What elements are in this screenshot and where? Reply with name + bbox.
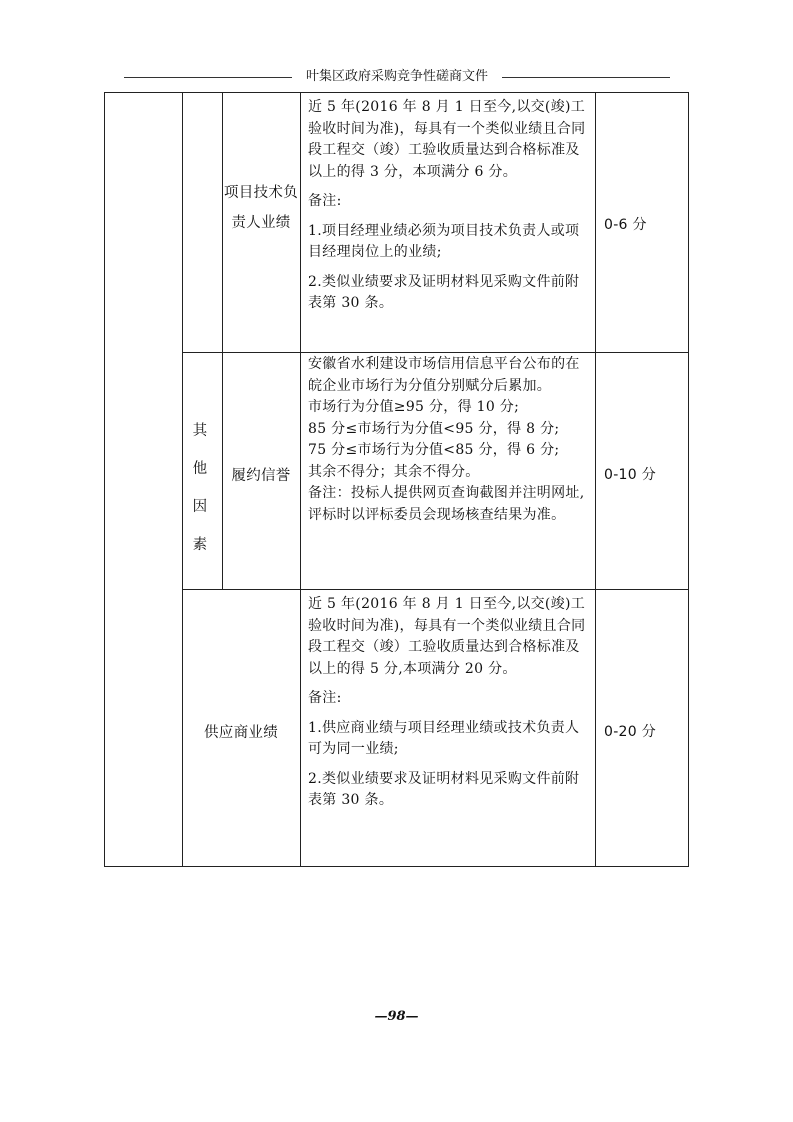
description-paragraph: 1.供应商业绩与项目经理业绩或技术负责人可为同一业绩; (308, 719, 580, 757)
table-column-divider (300, 92, 301, 867)
table-border-bottom (104, 866, 689, 867)
table-border-top (104, 92, 689, 93)
table-border-right (688, 92, 689, 867)
row-description (308, 594, 592, 812)
description-paragraph: 85 分≤市场行为分值<95 分，得 8 分; (308, 420, 560, 437)
description-paragraph: 75 分≤市场行为分值<85 分，得 6 分; (308, 442, 560, 458)
table-row-divider (182, 589, 689, 590)
description-paragraph: 其余不得分；其余不得分。 (308, 463, 480, 480)
table-row-divider (182, 352, 689, 353)
description-paragraph: 备注: (308, 690, 342, 706)
description-paragraph: 2.类似业绩要求及证明材料见采购文件前附表第 30 条。 (308, 273, 580, 311)
description-paragraph: 2.类似业绩要求及证明材料见采购文件前附表第 30 条。 (308, 770, 580, 808)
description-paragraph: 市场行为分值≥95 分，得 10 分; (308, 399, 520, 415)
header-title: 叶集区政府采购竞争性磋商文件 (305, 69, 488, 84)
row-item-label: 履约信誉 (231, 468, 291, 484)
row-description (308, 354, 592, 526)
row-score: 0-6 分 (604, 217, 647, 233)
table-column-divider (222, 92, 223, 589)
row-score: 0-10 分 (604, 467, 657, 483)
table-column-divider (595, 92, 596, 867)
category-label: 其他因素 (192, 423, 208, 553)
table-column-divider (182, 92, 183, 867)
row-score: 0-20 分 (604, 724, 657, 740)
row-description (308, 97, 592, 315)
description-paragraph: 备注: (308, 193, 342, 209)
description-paragraph: 1.项目经理业绩必须为项目技术负责人或项目经理岗位上的业绩; (308, 222, 580, 260)
description-paragraph: 安徽省水利建设市场信用信息平台公布的在皖企业市场行为分值分别赋分后累加。 (308, 356, 580, 394)
description-paragraph: 备注：投标人提供网页查询截图并注明网址,评标时以评标委员会现场核查结果为准。 (308, 485, 585, 523)
description-paragraph: 近 5 年(2016 年 8 月 1 日至今,以交(竣)工验收时间为准)，每具有一个类似业绩且合同段工程交（竣）工验收质量达到合格标准及以上的得 3 分，本项满分 6 分。 (308, 99, 586, 180)
row-item-label: 供应商业绩 (204, 725, 278, 741)
page-number: —98— (374, 1009, 419, 1024)
description-paragraph: 近 5 年(2016 年 8 月 1 日至今,以交(竣)工验收时间为准)，每具有一个类似业绩且合同段工程交（竣）工验收质量达到合格标准及以上的得 5 分,本项满分 20 分。 (308, 596, 586, 677)
row-item-label: 项目技术负责人业绩 (224, 185, 298, 231)
table-border-left (104, 92, 105, 867)
